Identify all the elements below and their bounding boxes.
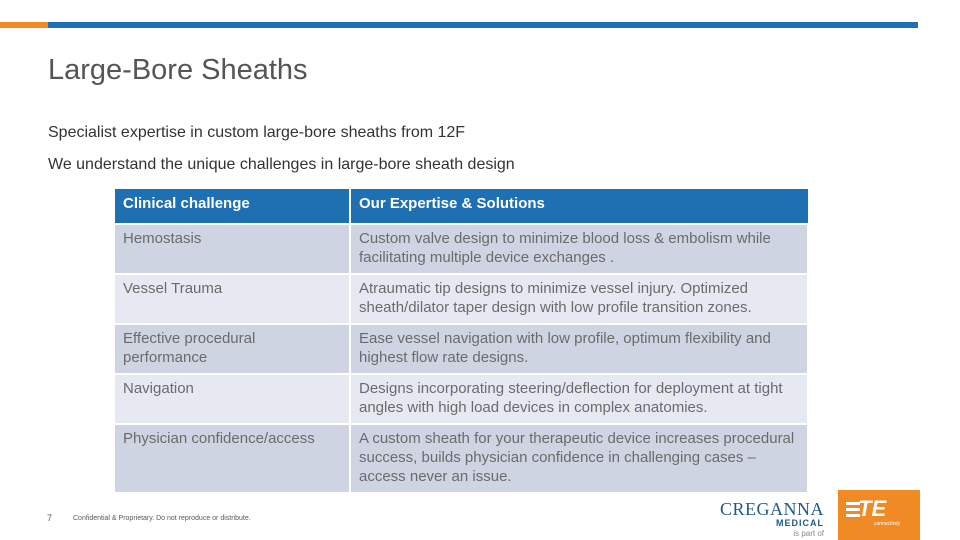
table-row [115,224,808,274]
column-header-solutions: Our Expertise & Solutions [359,195,545,212]
challenge-cell: Vessel Trauma [115,274,350,324]
page-number: 7 [47,513,53,523]
challenge-cell: Navigation [115,374,350,424]
solution-cell: A custom sheath for your therapeutic device increases procedural success, builds physician confidence in challenging cases – access never an issue. [350,424,808,492]
top-accent-bar-orange [0,22,48,28]
medical-wordmark: MEDICAL [776,518,824,528]
bullet-text: Specialist expertise in custom large-bore sheaths from 12F [48,124,466,141]
table-row [115,424,808,492]
top-accent-bar-blue [48,22,918,28]
confidential-notice: Confidential & Proprietary. Do not reproduce or distribute. [73,515,251,522]
creganna-wordmark: CREGANNA [719,499,824,519]
challenge-cell: Effective procedural performance [115,324,350,374]
solution-cell: Custom valve design to minimize blood loss & embolism while facilitating multiple device exchanges . [350,224,808,274]
connectivity-wordmark: connectivity [874,521,901,527]
table-row [115,324,808,374]
creganna-medical-logo [712,500,824,539]
is-part-of-text: is part of [793,529,824,538]
table-header-row [115,189,808,224]
te-connectivity-logo [838,490,920,540]
challenge-cell: Hemostasis [115,224,350,274]
solution-cell: Ease vessel navigation with low profile, optimum flexibility and highest flow rate designs. [350,324,808,374]
table-row [115,274,808,324]
challenges-table [115,189,809,492]
te-wordmark: TE [858,496,887,521]
bullet-text: We understand the unique challenges in large-bore sheath design [48,156,515,173]
solution-cell: Atraumatic tip designs to minimize vessel injury. Optimized sheath/dilator taper design with low profile transition zones. [350,274,808,324]
table-row [115,374,808,424]
solution-cell: Designs incorporating steering/deflection for deployment at tight angles with high load devices in complex anatomies. [350,374,808,424]
challenge-cell: Physician confidence/access [115,424,350,492]
column-header-challenge: Clinical challenge [115,189,350,224]
slide-title: Large-Bore Sheaths [48,54,308,86]
